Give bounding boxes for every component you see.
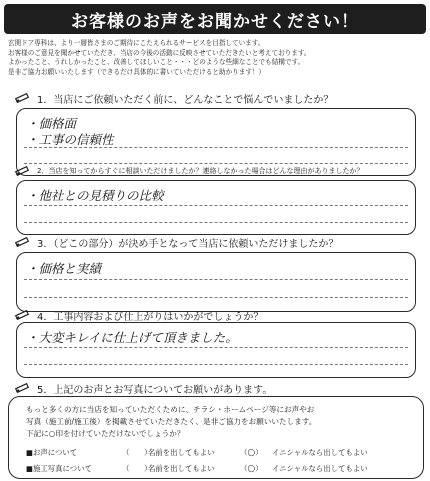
paren-close: ）	[255, 463, 263, 473]
initial-ok-checkbox[interactable]	[240, 447, 272, 458]
pencil-icon	[14, 91, 32, 105]
consent-row-voice	[26, 446, 421, 458]
answer-3-line-1: ・価格と実績	[26, 261, 102, 276]
intro-line: お客様のご意見を聞かせていただき、当店の今後の活動に反映させていただきたいと考えております。	[8, 48, 311, 57]
initial-ok-label: イニシャルなら出してもよい	[272, 447, 368, 457]
question-2-heading	[14, 163, 363, 179]
pencil-icon	[14, 308, 32, 322]
consent-line: 写真（施工前/施工後）を掲載させていただきたく、是非ご協力をお願いいたします。	[26, 417, 317, 426]
initial-ok-label: イニシャルなら出してもよい	[272, 463, 368, 473]
pencil-icon	[14, 235, 32, 249]
question-4-heading	[14, 307, 263, 323]
question-2-text: 2．当店を知ってからすぐに相談いただけましたか？連絡しなかった場合はどんな理由がありましたか？	[37, 167, 364, 175]
intro-line: 是非ご協力お願いいたします（できるだけ具体的に書いていただけると助かります！）	[8, 67, 266, 76]
circle-mark: ○	[247, 447, 256, 458]
consent-text	[26, 404, 416, 440]
name-ok-checkbox[interactable]: （ ）	[122, 463, 152, 473]
question-5-heading	[14, 380, 272, 396]
answer-line	[24, 297, 408, 298]
answer-line	[24, 364, 408, 365]
answer-1-line-1: ・価格面	[26, 116, 77, 131]
initial-ok-checkbox[interactable]	[240, 463, 272, 474]
paren-open: （	[240, 463, 248, 473]
answer-line	[24, 205, 408, 206]
question-3-heading	[14, 234, 338, 250]
name-ok-label: 名前を出してもよい	[148, 447, 215, 457]
answer-line	[24, 279, 408, 280]
name-ok-checkbox[interactable]: （ ）	[122, 447, 152, 457]
consent-row-label: ■施工写真について	[26, 463, 92, 473]
question-1-text: 1．当店にご依頼いただく前に、どんなことで悩んでいましたか？	[37, 94, 334, 106]
answer-4-line-1: ・大変キレイに仕上げて頂きました。	[26, 330, 238, 345]
answer-line	[24, 347, 408, 348]
page-title: お客様のお声をお聞かせください！	[4, 4, 426, 34]
consent-line: もっと多くの方に当店を知っていただくために、チラシ・ホームページ等にお声やお	[26, 405, 315, 414]
circle-mark: ○	[247, 463, 256, 474]
name-ok-label: 名前を出してもよい	[148, 463, 215, 473]
question-1-heading	[14, 90, 333, 106]
pencil-icon	[14, 164, 32, 178]
answer-line	[24, 222, 408, 223]
question-3-text: 3．（どこの部分）が決め手となって当店に依頼いただけましたか？	[37, 238, 339, 250]
paren-close: ）	[255, 447, 263, 457]
answer-1-line-2: ・工事の信頼性	[26, 132, 114, 147]
answer-2-line-1: ・他社との見積りの比較	[26, 188, 164, 203]
consent-row-photo	[26, 462, 421, 474]
question-4-text: 4．工事内容および仕上がりはいかがでしょうか？	[37, 311, 264, 323]
pencil-icon	[14, 381, 32, 395]
consent-row-label: ■お声について	[26, 447, 78, 457]
consent-line: 下記に○印を付けていただけないでしょうか？	[26, 429, 185, 438]
intro-line: よかったこと、うれしかったこと、改善してほしいこと・・・どのような些細なことでも結構です。	[8, 58, 305, 66]
question-5-text: 5．上記のお声とお写真についてお願いがあります。	[37, 384, 273, 396]
intro-line: 玄関ドア専科は、より一層皆さまのご期待にこたえられるサービスを目指しています。	[8, 39, 265, 47]
intro-text	[8, 39, 424, 77]
paren-open: （	[240, 447, 248, 457]
